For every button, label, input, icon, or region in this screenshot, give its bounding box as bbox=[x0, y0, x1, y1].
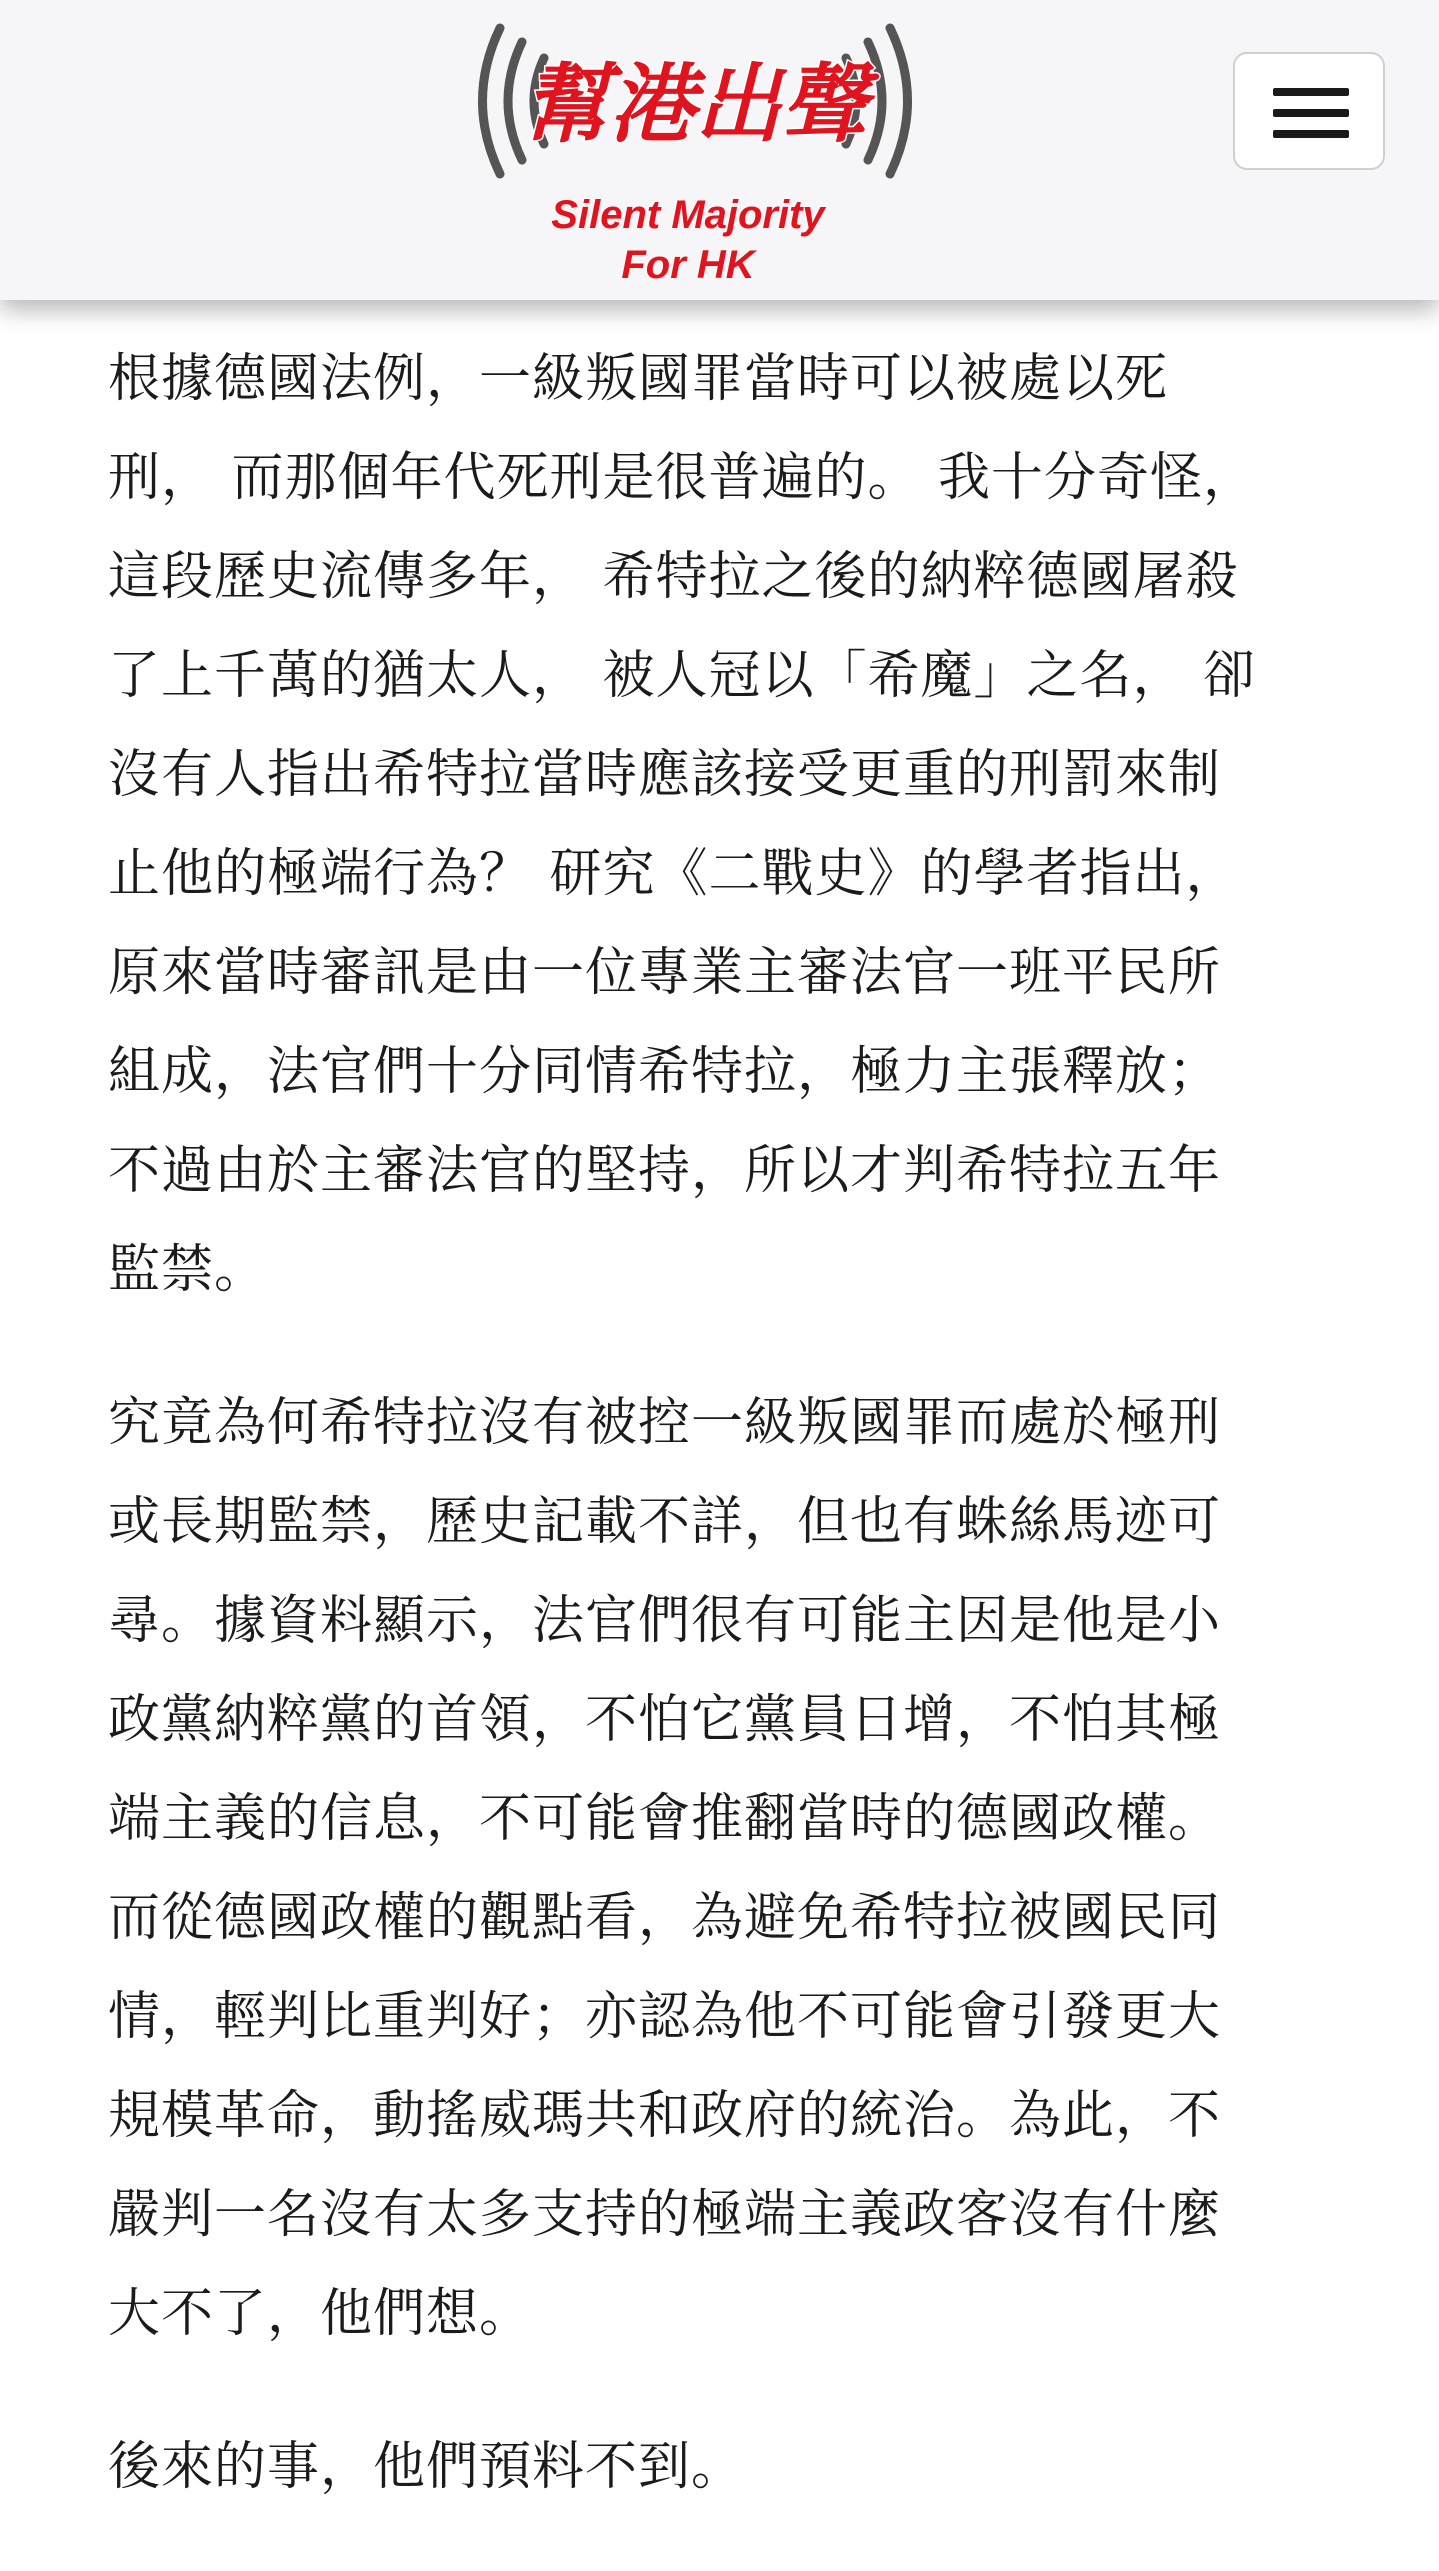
site-header bbox=[0, 0, 1439, 300]
article-paragraph-2: 究竟為何希特拉沒有被控一級叛國罪而處於極刑 或長期監禁，歷史記載不詳，但也有蛛絲馬迹可 尋。據資料顯示，法官們很有可能主因是他是小 政黨納粹黨的首領，不怕它黨員日增，不怕其極 端主義的信息，不可能會推翻當時的德國政權。 而從德國政權的觀點看，為避免希特拉被國民同 情，輕判比重判好；亦認為他不可能會引發更大 規模革命，動搖威瑪共和政府的統治。為此，不 嚴判一名沒有太多支持的極端主義政客沒有什麼 大不了，他們想。 bbox=[108, 1393, 1222, 2344]
menu-bar bbox=[1273, 109, 1349, 117]
article-paragraph-1: 根據德國法例，一級叛國罪當時可以被處以死 刑， 而那個年代死刑是很普遍的。 我十分奇怪， 這段歷史流傳多年， 希特拉之後的納粹德國屠殺 了上千萬的猶太人， 被人冠以「希魔」之名， 卻 沒有人指出希特拉當時應該接受更重的刑罰來制 止他的極端行為？ 研究《二戰史》的學者指出， 原來當時審訊是由一位專業主審法官一班平民所 組成，法官們十分同情希特拉，極力主張釋放； 不過由於主審法官的堅持，所以才判希特拉五年 監禁。 bbox=[108, 349, 1257, 1300]
menu-bar bbox=[1273, 130, 1349, 138]
logo-subtitle-line1: Silent Majority bbox=[551, 193, 825, 237]
site-logo[interactable] bbox=[460, 6, 930, 296]
broadcast-waves-icon bbox=[460, 6, 930, 296]
menu-bar bbox=[1273, 88, 1349, 96]
logo-subtitle-line2: For HK bbox=[621, 243, 755, 287]
article-body bbox=[108, 330, 1338, 2571]
logo-title: 幫港出聲 bbox=[523, 55, 867, 155]
article-paragraph-3: 後來的事，他們預料不到。 bbox=[108, 2437, 745, 2497]
menu-toggle-button[interactable] bbox=[1233, 52, 1385, 170]
